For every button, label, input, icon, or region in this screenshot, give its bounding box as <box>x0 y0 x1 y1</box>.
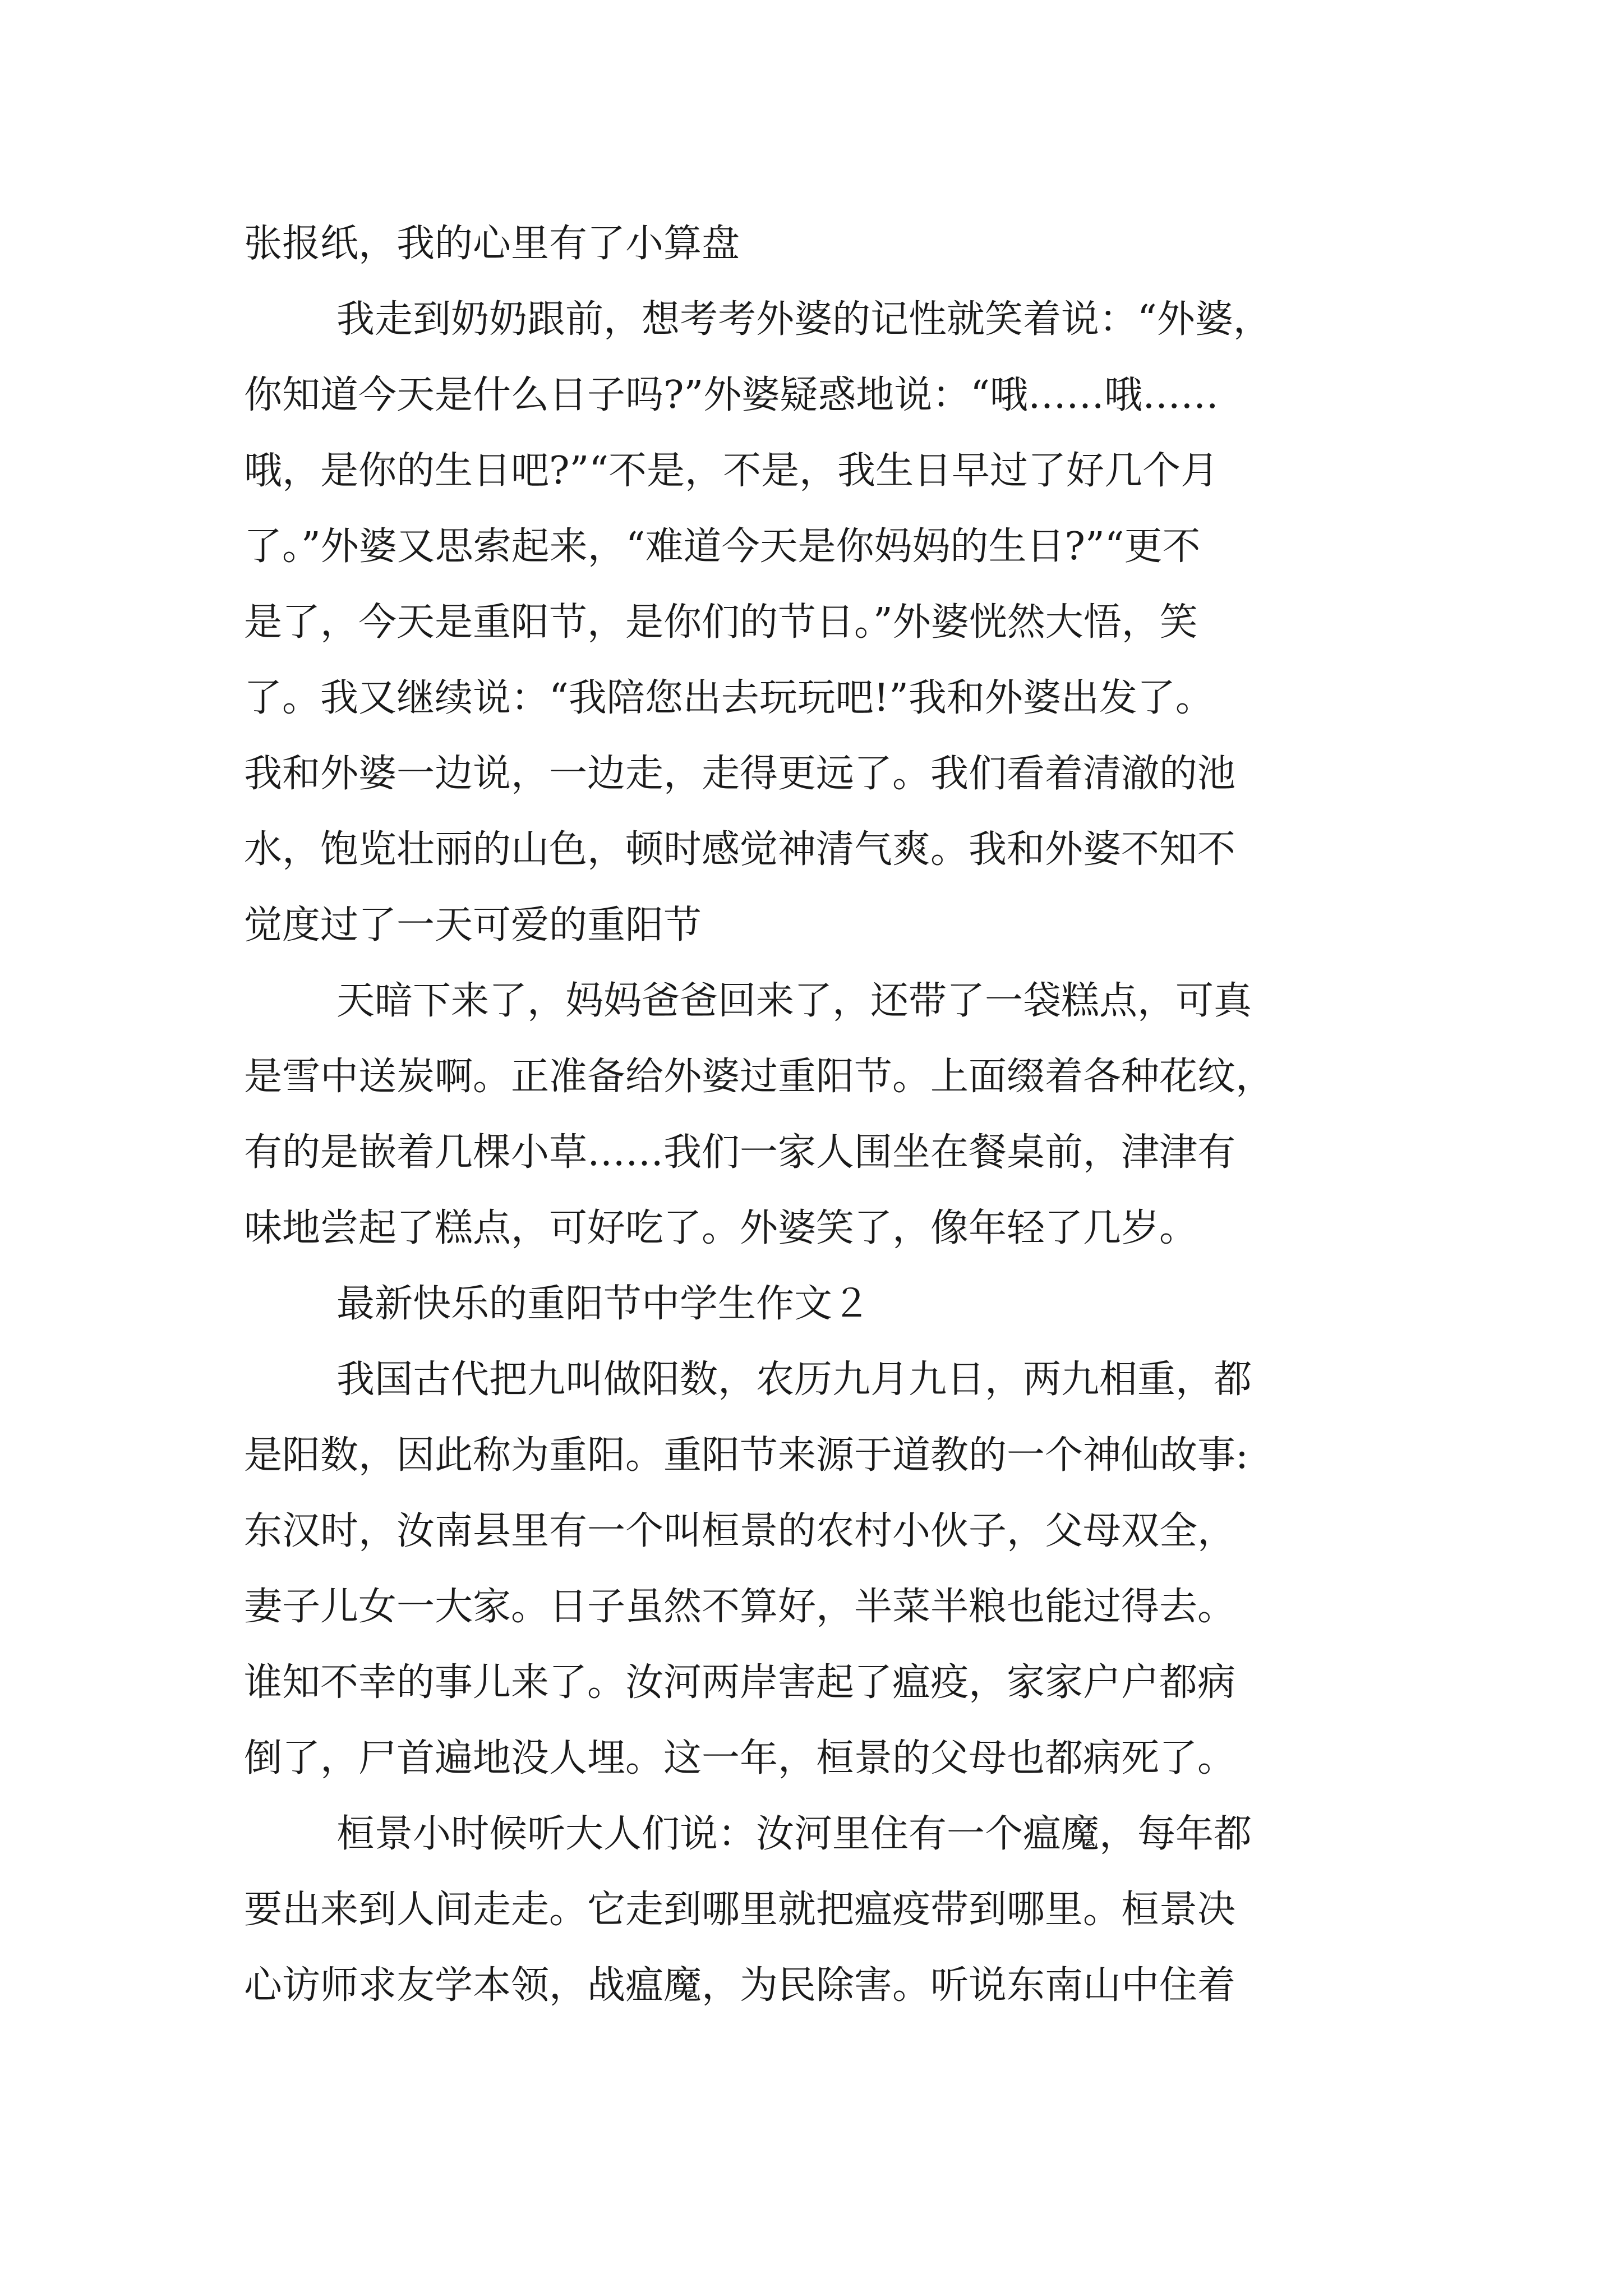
text-line: 味地尝起了糕点，可好吃了。外婆笑了，像年轻了几岁。 <box>244 1206 1198 1250</box>
text-line: 东汉时，汝南县里有一个叫桓景的农村小伙子，父母双全， <box>244 1509 1236 1553</box>
text-line: 哦，是你的生日吧?”“不是，不是，我生日早过了好几个月 <box>244 449 1219 493</box>
text-line: 是雪中送炭啊。正准备给外婆过重阳节。上面缀着各种花纹， <box>244 1055 1274 1099</box>
text-line: 有的是嵌着几棵小草……我们一家人围坐在餐桌前，津津有 <box>244 1130 1236 1175</box>
text-line: 桓景小时候听大人们说：汝河里住有一个瘟魔，每年都 <box>336 1812 1252 1856</box>
text-line: 水，饱览壮丽的山色，顿时感觉神清气爽。我和外婆不知不 <box>244 827 1236 872</box>
text-line: 我走到奶奶跟前，想考考外婆的记性就笑着说：“外婆， <box>336 297 1271 342</box>
text-line: 倒了，尸首遍地没人埋。这一年，桓景的父母也都病死了。 <box>244 1736 1236 1780</box>
text-line: 了。”外婆又思索起来，“难道今天是你妈妈的生日?”“更不 <box>244 524 1201 569</box>
text-line: 是了，今天是重阳节，是你们的节日。”外婆恍然大悟，笑 <box>244 600 1198 645</box>
text-line: 觉度过了一天可爱的重阳节 <box>244 903 702 947</box>
text-line: 了。我又继续说：“我陪您出去玩玩吧!”我和外婆出发了。 <box>244 676 1214 720</box>
text-line: 我国古代把九叫做阳数，农历九月九日，两九相重，都 <box>336 1358 1252 1402</box>
text-line: 心访师求友学本领，战瘟魔，为民除害。听说东南山中住着 <box>244 1963 1236 2008</box>
text-line: 我和外婆一边说，一边走，走得更远了。我们看着清澈的池 <box>244 752 1236 796</box>
text-line: 要出来到人间走走。它走到哪里就把瘟疫带到哪里。桓景决 <box>244 1888 1236 1932</box>
text-line: 是阳数，因此称为重阳。重阳节来源于道教的一个神仙故事: <box>244 1433 1248 1478</box>
text-line: 谁知不幸的事儿来了。汝河两岸害起了瘟疫，家家户户都病 <box>244 1660 1236 1705</box>
section-heading: 最新快乐的重阳节中学生作文２ <box>336 1282 871 1326</box>
text-line: 天暗下来了，妈妈爸爸回来了，还带了一袋糕点，可真 <box>336 979 1252 1023</box>
text-line: 妻子儿女一大家。日子虽然不算好，半菜半粮也能过得去。 <box>244 1585 1236 1629</box>
text-line: 你知道今天是什么日子吗?”外婆疑惑地说：“哦……哦…… <box>244 373 1219 417</box>
text-line: 张报纸，我的心里有了小算盘 <box>244 222 740 266</box>
